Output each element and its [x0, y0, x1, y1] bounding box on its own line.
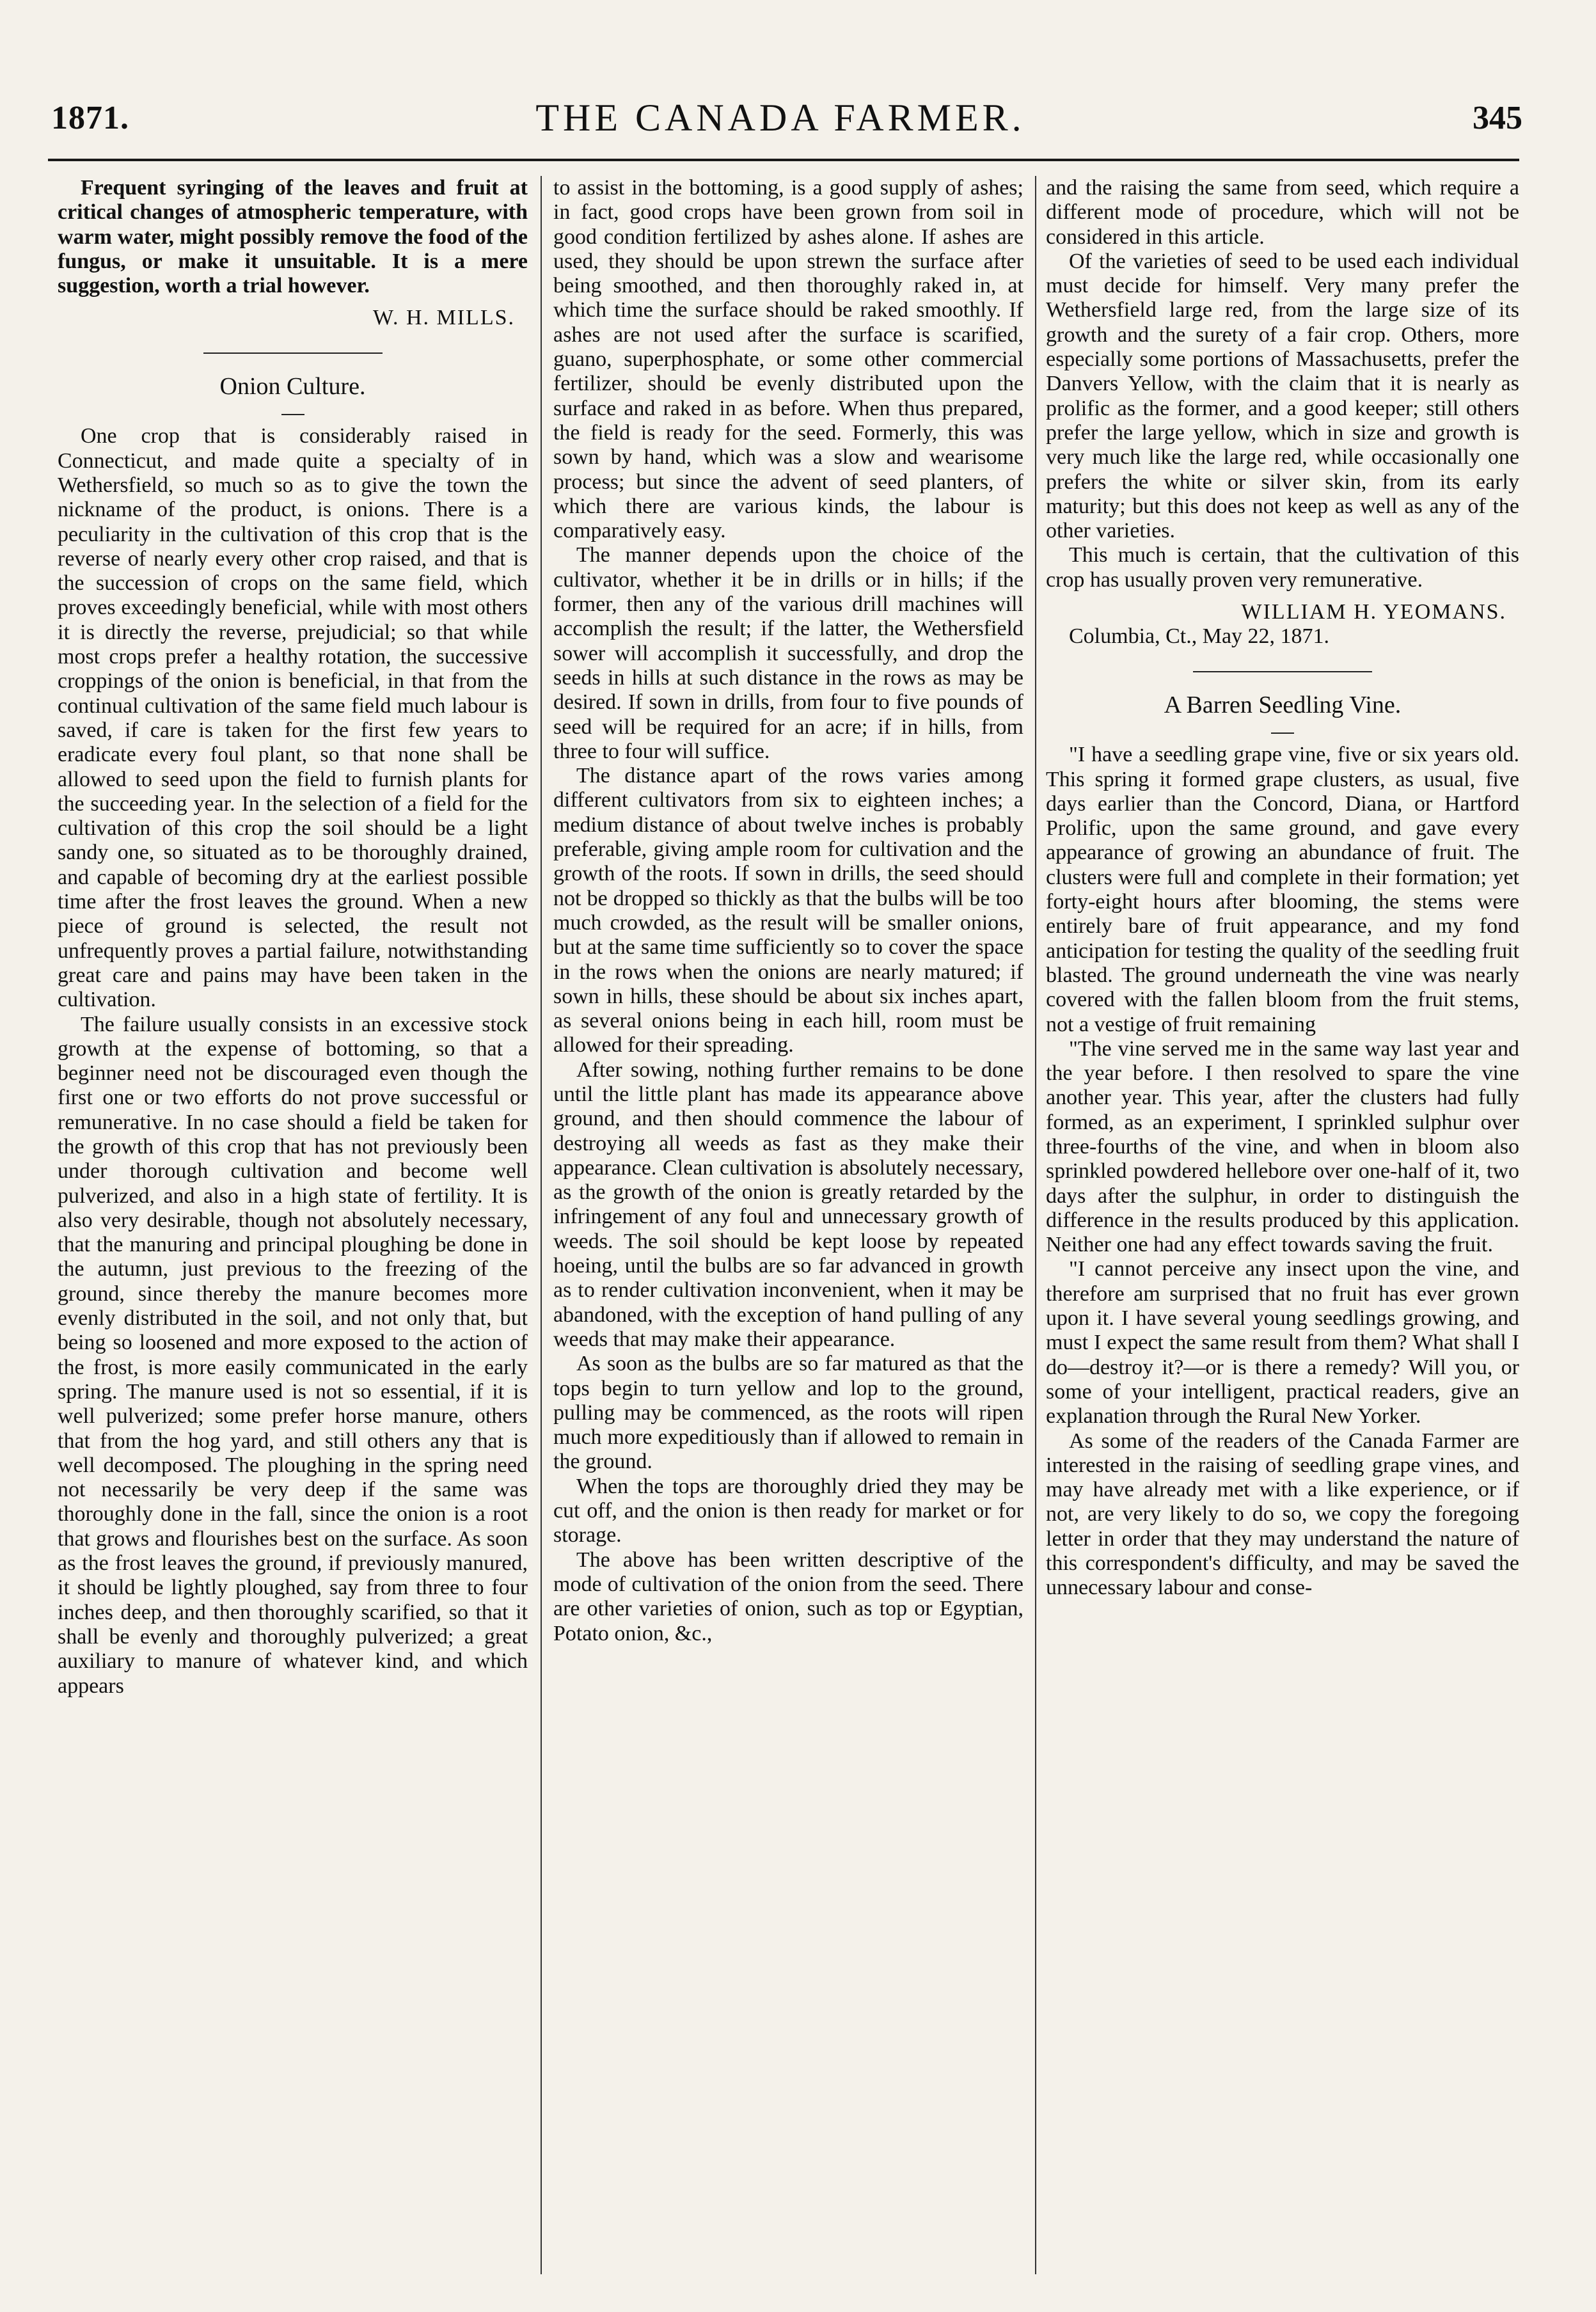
heading-dash: [58, 402, 528, 415]
article-paragraph: One crop that is considerably raised in Connecticut, and made quite a specialty of in Wethersfield, so much so as to give the town the nickname of the product, is onions. There is a peculiarity in the cultivation of this crop that is the reverse of nearly every other crop raised, and that is the succession of crops on the same field, which proves exceedingly beneficial, while with most others it is directly the reverse, prejudicial; so that while most crops prefer a healthy rotation, the successive croppings of the onion is beneficial, in that from the continual cultivation of the same field much labour is saved, if care is taken for the first few years to eradicate every foul plant, so that none shall be allowed to seed upon the field to furnish plants for the succeeding year. In the selection of a field for the cultivation of this crop the soil should be a light sandy one, so situated as to be thoroughly drained, and capable of becoming dry at the earliest possible time after the frost leaves the ground. When a new piece of ground is selected, the result not unfrequently proves a partial failure, notwithstanding great care and pains may have been taken in the cultivation.: [58, 424, 528, 1012]
page-header: [38, 96, 1522, 147]
article-paragraph: Frequent syringing of the leaves and fruit at critical changes of atmospheric temperature, with warm water, might possibly remove the food of the fungus, or make it unsuitable. It is a mere suggestion, worth a trial however.: [58, 176, 528, 298]
author-signature: WILLIAM H. YEOMANS.: [1241, 600, 1506, 624]
header-rule: [48, 159, 1519, 161]
column-2: [553, 176, 1023, 2274]
column-divider: [1035, 176, 1036, 2274]
section-separator: [58, 340, 528, 364]
issue-year: 1871.: [51, 100, 129, 136]
article-paragraph: This much is certain, that the cultivation of this crop has usually proven very remunerative.: [1046, 543, 1519, 592]
article-paragraph: When the tops are thoroughly dried they may be cut off, and the onion is then ready for market or for storage.: [553, 1474, 1023, 1548]
article-paragraph: The above has been written descriptive of the mode of cultivation of the onion from the seed. There are other varieties of onion, such as top or Egyptian, Potato onion, &c.,: [553, 1548, 1023, 1645]
article-paragraph: "I cannot perceive any insect upon the vine, and therefore am surprised that no fruit has ever grown upon it. I have several young seedlings growing, and must I expect the same result from them? What shall I do—destroy it?—or is there a remedy? Will you, or some of your intelligent, practical readers, give an explanation through the Rural New Yorker.: [1046, 1257, 1519, 1429]
column-1: [58, 176, 528, 2274]
article-heading: A Barren Seedling Vine.: [1164, 691, 1402, 718]
article-paragraph: The failure usually consists in an excessive stock growth at the expense of bottoming, so that a beginner need not be discouraged even though the first one or two efforts do not prove successful or remunerative. In no case should a field be taken for the growth of this crop that has not previously been under thorough cultivation and become well pulverized, and also in a high state of fertility. It is also very desirable, though not absolutely necessary, that the manuring and principal ploughing be done in the autumn, just previous to the freezing of the ground, since thereby the manure becomes more evenly distributed in the soil, and not only that, but being so loosened and more exposed to the action of the frost, is more easily communicated in the early spring. The manure used is not so essential, if it is well pulverized; some prefer horse manure, others that from the hog yard, and still others any that is well decomposed. The ploughing in the spring need not necessarily be very deep if the same was thoroughly done in the fall, since the onion is a root that grows and flourishes best on the surface. As soon as the frost leaves the ground, if previously manured, it should be lightly ploughed, say from three to four inches deep, and then thoroughly scarified, so that it shall be evenly and thoroughly pulverized; a great auxiliary to manure of whatever kind, and which appears: [58, 1012, 528, 1698]
page-number: 345: [1473, 100, 1522, 136]
article-paragraph: to assist in the bottoming, is a good supply of ashes; in fact, good crops have been grown from soil in good condition fertilized by ashes alone. If ashes are used, they should be upon strewn the surface after being smoothed, and then thoroughly raked in, at which time the surface should be raked smoothly. If ashes are not used after the surface is scarified, guano, superphosphate, or some other commercial fertilizer, should be evenly distributed upon the surface and raked in as before. When thus prepared, the field is ready for the seed. Formerly, this was sown by hand, which was a slow and wearisome process; but since the advent of seed planters, of which there are various kinds, the labour is comparatively easy.: [553, 176, 1023, 543]
article-paragraph: After sowing, nothing further remains to be done until the little plant has made its appearance above ground, and then should commence the labour of destroying all weeds as fast as they make their appearance. Clean cultivation is absolutely necessary, as the growth of the onion is greatly retarded by the infringement of any foul and unnecessary growth of weeds. The soil should be kept loose by repeated hoeing, until the bulbs are so far advanced in growth as to render cultivation inconvenient, when it may be abandoned, with the exception of hand pulling of any weeds that may make their appearance.: [553, 1057, 1023, 1351]
article-paragraph: As some of the readers of the Canada Farmer are interested in the raising of seedling grape vines, and may have already met with a like experience, or if not, are very likely to do so, we copy the foregoing letter in order that they may understand the nature of this correspondent's difficulty, and may be saved the unnecessary labour and conse-: [1046, 1429, 1519, 1600]
article-paragraph: Of the varieties of seed to be used each individual must decide for himself. Very many prefer the Wethersfield large red, from the large size of its growth and the surety of a fair crop. Others, more especially some portions of Massachusetts, prefer the Danvers Yellow, with the claim that it is nearly as prolific as the former, and a good keeper; still others prefer the large yellow, which in size and growth is very much like the large red, while occasionally one prefers the white or silver skin, from its early maturity; but this does not keep as well as any of the other varieties.: [1046, 249, 1519, 543]
article-heading: Onion Culture.: [219, 373, 366, 400]
newspaper-title: THE CANADA FARMER.: [535, 97, 1025, 139]
author-signature: W. H. MILLS.: [372, 306, 515, 330]
column-3: [1046, 176, 1519, 2274]
article-paragraph: The distance apart of the rows varies among different cultivators from six to eighteen inches; a medium distance of about twelve inches is probably preferable, giving ample room for cultivation and the growth of the roots. If sown in drills, the seed should not be dropped so thickly as that the bulbs will be too much crowded, as the result will be smaller onions, but at the same time sufficiently so to cover the space in the rows when the onions are nearly matured; if sown in hills, these should be about six inches apart, as several onions being in each hill, room must be allowed for their spreading.: [553, 764, 1023, 1057]
article-paragraph: The manner depends upon the choice of the cultivator, whether it be in drills or in hills; if the former, then any of the various drill machines will accomplish the result; if the latter, the Wethersfield sower will accomplish it successfully, and drop the seeds in hills at such distance in the rows as may be desired. If sown in drills, from four to five pounds of seed will be required for an acre; if in hills, from three to four will suffice.: [553, 543, 1023, 763]
section-separator: [1046, 658, 1519, 683]
dateline: Columbia, Ct., May 22, 1871.: [1069, 624, 1330, 649]
article-paragraph: "The vine served me in the same way last year and the year before. I then resolved to spare the vine another year. This year, after the clusters had fully formed, as an experiment, I sprinkled sulphur over three-fourths of the vine, and when in bloom also sprinkled powdered hellebore over one-half of it, two days after the sulphur, in order to distinguish the difference in the results produced by this application. Neither one had any effect towards saving the fruit.: [1046, 1036, 1519, 1257]
heading-dash: [1046, 721, 1519, 734]
article-paragraph: As soon as the bulbs are so far matured as that the tops begin to turn yellow and lop to the ground, pulling may be commenced, as the roots will ripen much more expeditiously than if allowed to remain in the ground.: [553, 1352, 1023, 1474]
article-paragraph: "I have a seedling grape vine, five or six years old. This spring it formed grape clusters, as usual, five days earlier than the Concord, Diana, or Hartford Prolific, upon the same ground, and gave every appearance of growing an abundance of fruit. The clusters were full and complete in their formation; yet forty-eight hours after blooming, the stems were entirely bare of fruit appearance, and my fond anticipation for testing the quality of the seedling fruit blasted. The ground underneath the vine was nearly covered with the fallen bloom from the fruit stems, not a vestige of fruit remaining: [1046, 743, 1519, 1036]
column-divider: [541, 176, 542, 2274]
article-paragraph: and the raising the same from seed, which require a different mode of procedure, which will not be considered in this article.: [1046, 176, 1519, 249]
